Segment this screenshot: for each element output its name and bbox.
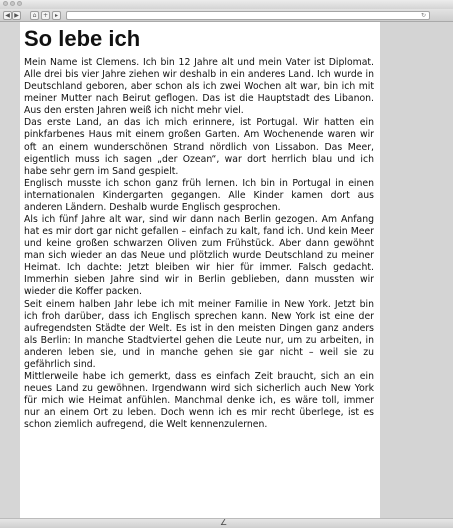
paragraph: Mein Name ist Clemens. Ich bin 12 Jahre alt und mein Vater ist Diplomat. Alle drei bis vier Jahre ziehen wir deshalb in ein anderes Land. Ich wurde in Deutschland geboren, aber schon als ich zwei Wochen alt war, bin ich mit meiner Mutter nach Beirut geflogen. Das ist die Hauptstadt des Libanon. Aus den ersten Jahren weiß ich nicht mehr viel. [24,57,374,117]
close-window-button[interactable] [3,1,8,6]
add-bookmark-button[interactable] [41,11,50,20]
forward-button[interactable] [12,11,21,20]
page-viewport[interactable] [0,22,453,520]
page-background-right [380,22,453,520]
resize-grip-icon[interactable]: ∠ [220,518,228,527]
reader-button[interactable] [52,11,61,20]
status-bar [0,518,453,528]
paragraph: Das erste Land, an das ich mich erinnere, ist Portugal. Wir hatten ein pinkfarbenes Haus mit einem großen Garten. Am Wochenende waren wir oft an einem wunderschönen Strand nördlich von Lissabon. Das Meer, eigentlich muss ich sagen „der Ozean“, war dort herrlich blau und ich habe sehr gern im Sand gespielt. [24,117,374,177]
plus-icon: + [42,12,49,19]
browser-toolbar [0,9,453,22]
home-button[interactable] [30,11,39,20]
article-body [24,57,374,431]
paragraph: Mittlerweile habe ich gemerkt, dass es einfach Zeit braucht, sich an ein neues Land zu gewöhnen. Irgendwann wird sich sicherlich auch New York für mich wie Heimat anfühlen. Manchmal denke ich, es wäre toll, immer nur an einem Ort zu leben. Doch wenn ich es mir recht überlege, ist es schon ziemlich aufregend, die Welt kennenzulernen. [24,371,374,431]
minimize-window-button[interactable] [10,1,15,6]
url-bar[interactable] [66,11,430,20]
home-icon: ⌂ [32,12,37,19]
title-bar[interactable] [0,0,453,9]
chevron-right-icon: ▶ [14,12,19,19]
reload-icon[interactable]: ↻ [420,12,426,19]
page-title: So lebe ich [24,26,141,51]
window-controls [3,1,22,6]
chevron-right-icon: ▸ [54,12,58,19]
paragraph: Seit einem halben Jahr lebe ich mit meiner Familie in New York. Jetzt bin ich froh darüber, dass ich Englisch sprechen kann. New York ist eine der aufregendsten Städte der Welt. Es ist in den meisten Dingen ganz anders als Berlin: In manche Stadtviertel gehen die Leute nur, um zu arbeiten, in anderen leben sie, und in manche gehen sie gar nicht – weil sie zu gefährlich sind. [24,298,374,370]
chevron-left-icon: ◀ [5,12,10,19]
zoom-window-button[interactable] [17,1,22,6]
back-button[interactable] [3,11,12,20]
paragraph: Englisch musste ich schon ganz früh lernen. Ich bin in Portugal in einen internationalen Kindergarten gegangen. Alle Kinder kamen dort aus anderen Ländern. Deshalb wurde Englisch gesprochen. [24,177,374,213]
paragraph: Als ich fünf Jahre alt war, sind wir dann nach Berlin gezogen. Am Anfang hat es mir dort gar nicht gefallen – einfach zu kalt, fand ich. Und kein Meer und keine großen schwarzen Oliven zum Frühstück. Aber dann gewöhnt man sich wieder an das Neue und plötzlich wurde Deutschland zu meiner Heimat. Ich dachte: Jetzt bleiben wir hier für immer. Falsch gedacht. Immerhin sieben Jahre sind wir in Berlin geblieben, dann mussten wir wieder die Koffer packen. [24,214,374,298]
article-column [20,22,380,518]
